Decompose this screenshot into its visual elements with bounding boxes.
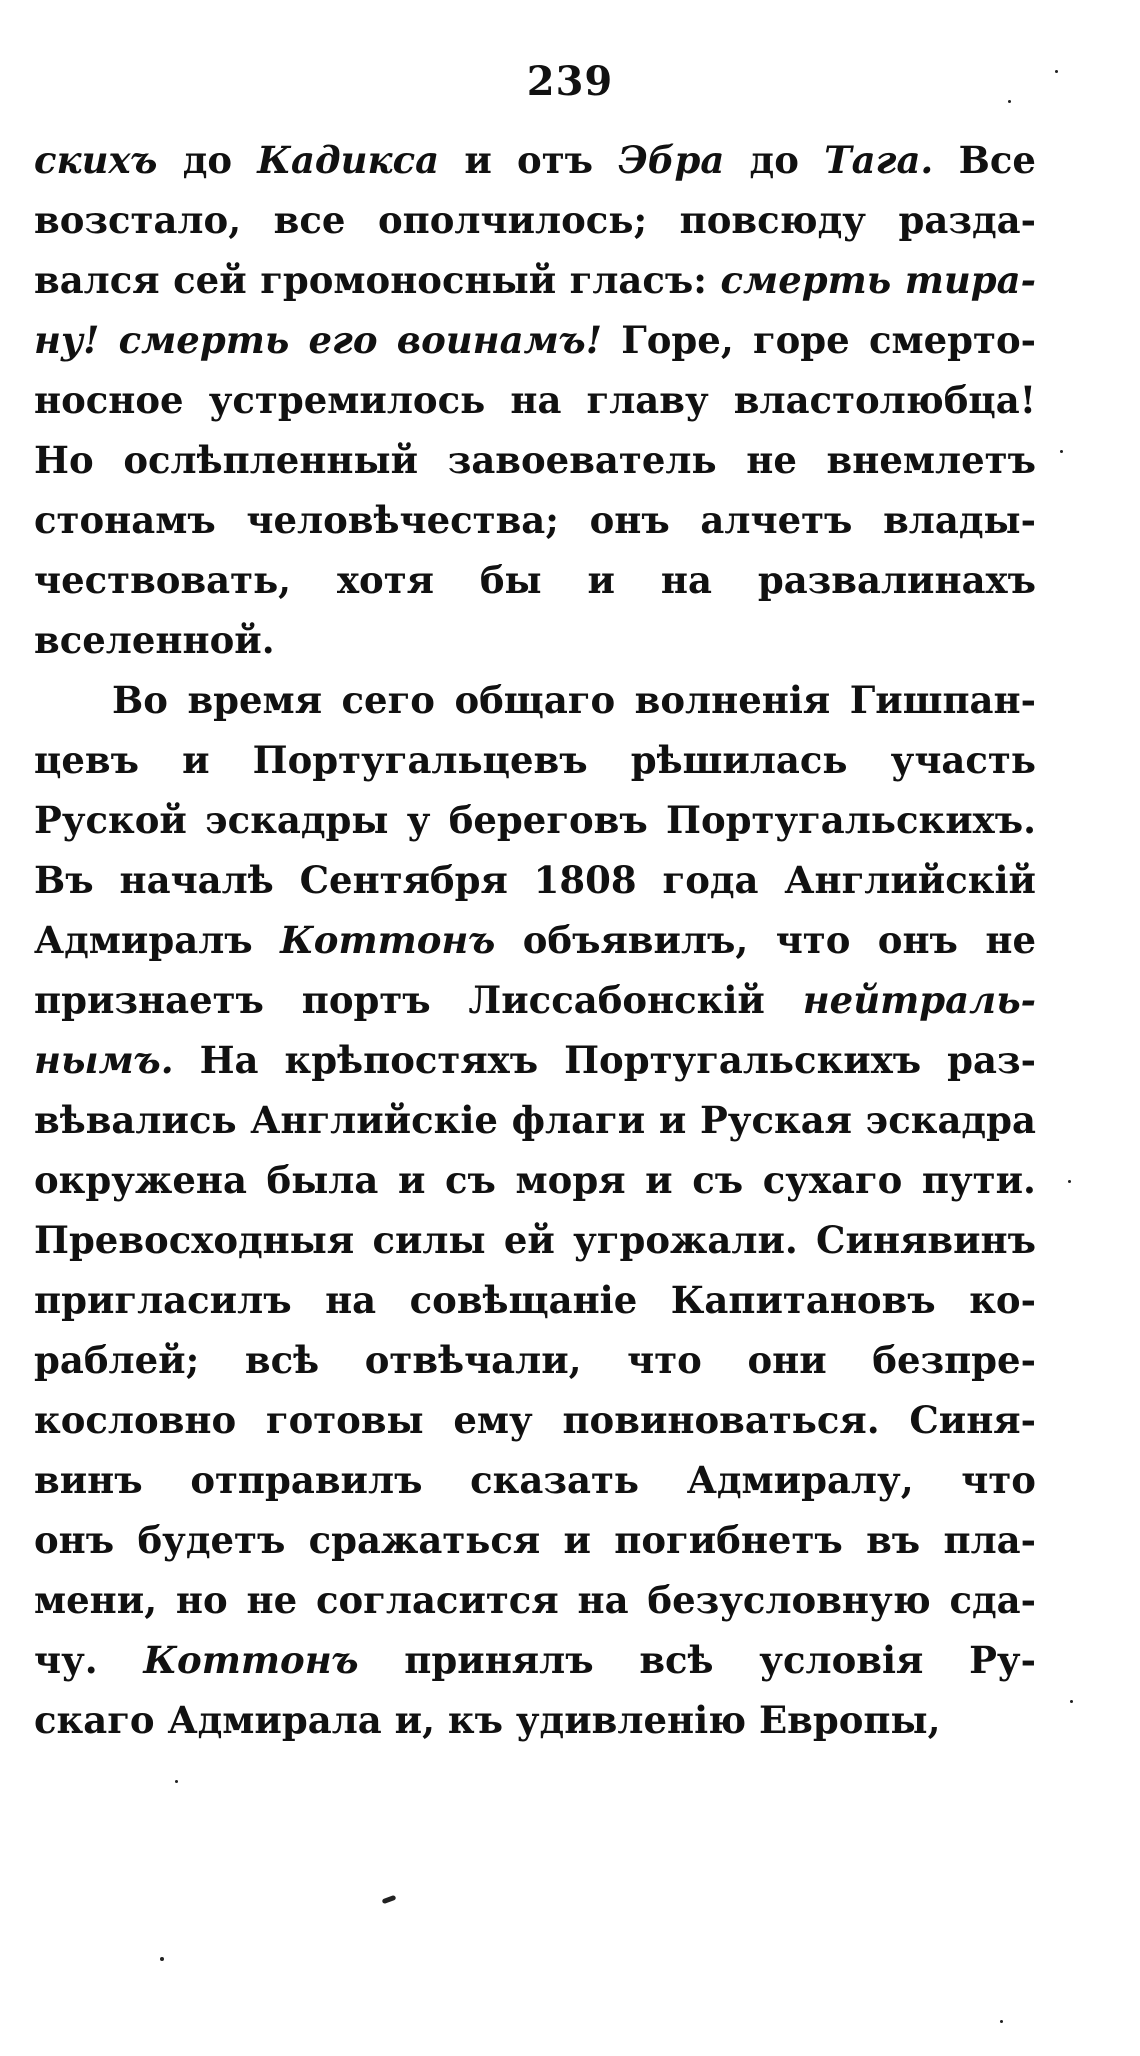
word: эскадра [865, 1098, 1036, 1142]
word: Португальскихъ [564, 1038, 922, 1082]
text-line [34, 490, 1036, 550]
word: безусловную [647, 1578, 931, 1622]
word: онъ [34, 1518, 115, 1562]
word: и [464, 138, 492, 182]
word: сей [173, 258, 247, 302]
word: не [246, 1578, 298, 1622]
word: смерть [720, 258, 892, 302]
word: въ [866, 1518, 921, 1562]
word: нейтраль- [802, 978, 1036, 1022]
word: и [645, 1158, 673, 1202]
page-number: 239 [526, 58, 614, 105]
word: что [775, 918, 851, 962]
text-line [34, 190, 1036, 250]
word: не [746, 438, 797, 482]
text-line [34, 130, 1036, 190]
word: Коттонъ [280, 918, 496, 962]
word: Руская [699, 1098, 853, 1142]
word: признаетъ [34, 978, 264, 1022]
word: береговъ [448, 798, 648, 842]
word: Европы, [758, 1698, 941, 1742]
text-line [34, 730, 1036, 790]
word: вѣвались [34, 1098, 237, 1142]
word: Все [958, 138, 1036, 182]
word: и [587, 558, 615, 602]
word: Тага. [824, 138, 934, 182]
text-line [34, 1210, 1036, 1270]
word: сухаго [762, 1158, 903, 1202]
word: Синявинъ [816, 1218, 1036, 1262]
scan-speck [1060, 450, 1063, 453]
scan-speck [1070, 1700, 1073, 1703]
word: тира- [904, 258, 1036, 302]
word: раблей; [34, 1338, 200, 1382]
word: Кадикса [257, 138, 440, 182]
word: вался [34, 258, 160, 302]
word: человѣчества; [246, 498, 559, 542]
word: Эбра [618, 138, 725, 182]
word: Адмирала [167, 1698, 382, 1742]
word: пригласилъ [34, 1278, 292, 1322]
word: пла- [943, 1518, 1036, 1562]
word: онъ [877, 918, 958, 962]
word: смерть [118, 318, 290, 362]
word: готовы [265, 1398, 424, 1442]
word: гласъ: [569, 258, 707, 302]
text-line [34, 550, 1036, 610]
word: флаги [511, 1098, 646, 1142]
word: года [662, 858, 759, 902]
word: Английскій [784, 858, 1036, 902]
text-line [34, 1570, 1036, 1630]
word: кословно [34, 1398, 237, 1442]
word: все [273, 198, 346, 242]
word: сда- [949, 1578, 1036, 1622]
body-text [34, 130, 1036, 1750]
word: воинамъ! [396, 318, 602, 362]
word: чу. [34, 1638, 98, 1682]
word: и [182, 738, 210, 782]
word: къ [447, 1698, 503, 1742]
word: Лиссабонскій [468, 978, 765, 1022]
word: внемлетъ [826, 438, 1036, 482]
word: ему [453, 1398, 533, 1442]
text-line [34, 850, 1036, 910]
word: раз- [947, 1038, 1036, 1082]
word: согласится [315, 1578, 559, 1622]
word: Португальскихъ. [666, 798, 1036, 842]
word: сказать [470, 1458, 640, 1502]
word: началѣ [119, 858, 274, 902]
word: сражаться [308, 1518, 541, 1562]
word: до [749, 138, 799, 182]
word: властолюбца! [733, 378, 1036, 422]
word: Превосходныя [34, 1218, 355, 1262]
text-line [34, 1090, 1036, 1150]
word: они [747, 1338, 827, 1382]
word: отправилъ [190, 1458, 423, 1502]
word: скаго [34, 1698, 155, 1742]
word: на [660, 558, 712, 602]
word: но [175, 1578, 228, 1622]
word: Во [112, 678, 168, 722]
word: была [266, 1158, 379, 1202]
word: горе [752, 318, 850, 362]
word: завоеватель [447, 438, 717, 482]
word: главу [586, 378, 709, 422]
word: удивленію [515, 1698, 747, 1742]
text-line [34, 1450, 1036, 1510]
word: Ру- [969, 1638, 1036, 1682]
word: Адмиралъ [34, 918, 253, 962]
word: что [627, 1338, 702, 1382]
word: эскадры [205, 798, 389, 842]
word: съ [692, 1158, 744, 1202]
word: вселенной. [34, 618, 275, 662]
word: мени, [34, 1578, 158, 1622]
word: громоносный [260, 258, 557, 302]
scan-speck [1055, 70, 1058, 73]
word: стонамъ [34, 498, 216, 542]
word: Руской [34, 798, 187, 842]
word: рѣшилась [630, 738, 848, 782]
text-line [34, 1270, 1036, 1330]
word: моря [515, 1158, 626, 1202]
word: цевъ [34, 738, 139, 782]
text-line [34, 1150, 1036, 1210]
word: принялъ [404, 1638, 594, 1682]
text-line [34, 1510, 1036, 1570]
word: алчетъ [700, 498, 853, 542]
word: безпре- [872, 1338, 1036, 1382]
word: угрожали. [573, 1218, 798, 1262]
text-line [34, 430, 1036, 490]
scan-speck [1008, 100, 1011, 103]
word: Синя- [909, 1398, 1036, 1442]
word: влады- [883, 498, 1036, 542]
word: Адмиралу, [686, 1458, 914, 1502]
word: бы [479, 558, 542, 602]
scan-speck [382, 1895, 397, 1904]
word: Коттонъ [143, 1638, 359, 1682]
word: развалинахъ [757, 558, 1036, 602]
word: 1808 [533, 858, 637, 902]
scan-speck [1068, 1180, 1071, 1183]
word: на [325, 1278, 377, 1322]
word: совѣщаніе [409, 1278, 638, 1322]
word: волненія [634, 678, 831, 722]
word: на [510, 378, 562, 422]
text-line [34, 1690, 1036, 1750]
text-line [34, 1330, 1036, 1390]
word: время [187, 678, 323, 722]
word: онъ [589, 498, 670, 542]
word: скихъ [34, 138, 158, 182]
text-line [34, 970, 1036, 1030]
text-line [34, 310, 1036, 370]
word: ну! [34, 318, 100, 362]
text-line [34, 910, 1036, 970]
word: Гишпан- [849, 678, 1036, 722]
word: На [199, 1038, 259, 1082]
word: и [658, 1098, 687, 1142]
scan-speck [160, 1957, 164, 1961]
word: сего [341, 678, 435, 722]
word: Горе, [621, 318, 734, 362]
word: условія [759, 1638, 924, 1682]
word: всѣ [639, 1638, 714, 1682]
word: Капитановъ [670, 1278, 936, 1322]
word: смерто- [868, 318, 1036, 362]
word: возстало, [34, 198, 242, 242]
word: всѣ [244, 1338, 320, 1382]
text-line [34, 610, 1036, 670]
scan-speck [175, 1780, 178, 1783]
word: повиноваться. [562, 1398, 880, 1442]
word: носное [34, 378, 184, 422]
word: устремилось [208, 378, 486, 422]
word: разда- [898, 198, 1036, 242]
text-line [34, 370, 1036, 430]
word: до [182, 138, 233, 182]
text-line [34, 1030, 1036, 1090]
text-line [34, 790, 1036, 850]
word: Английскіе [250, 1098, 498, 1142]
word: портъ [301, 978, 431, 1022]
word: чествовать, [34, 558, 292, 602]
word: общаго [454, 678, 616, 722]
word: крѣпостяхъ [284, 1038, 539, 1082]
word: Въ [34, 858, 94, 902]
word: ослѣпленный [123, 438, 419, 482]
word: окружена [34, 1158, 247, 1202]
word: хотя [336, 558, 434, 602]
word: отъ [517, 138, 594, 182]
word: пути. [921, 1158, 1036, 1202]
word: съ [445, 1158, 496, 1202]
word: Португальцевъ [252, 738, 588, 782]
text-line [34, 250, 1036, 310]
word: будетъ [137, 1518, 286, 1562]
word: у [406, 798, 431, 842]
word: объявилъ, [522, 918, 749, 962]
word: ко- [969, 1278, 1036, 1322]
word: винъ [34, 1458, 143, 1502]
word: повсюду [679, 198, 866, 242]
text-line [34, 670, 1036, 730]
word: Но [34, 438, 94, 482]
word: и [397, 1158, 426, 1202]
text-line [34, 1630, 1036, 1690]
word: ополчилось; [377, 198, 648, 242]
word: ей [503, 1218, 555, 1262]
word: силы [372, 1218, 486, 1262]
word: и [563, 1518, 591, 1562]
word: нымъ. [34, 1038, 174, 1082]
word: его [308, 318, 378, 362]
text-line [34, 1390, 1036, 1450]
word: что [961, 1458, 1036, 1502]
word: на [577, 1578, 629, 1622]
word: не [985, 918, 1036, 962]
word: погибнетъ [614, 1518, 843, 1562]
word: отвѣчали, [364, 1338, 582, 1382]
scan-speck [1000, 2020, 1003, 2023]
word: участь [890, 738, 1036, 782]
word: и, [394, 1698, 435, 1742]
word: Сентября [299, 858, 508, 902]
